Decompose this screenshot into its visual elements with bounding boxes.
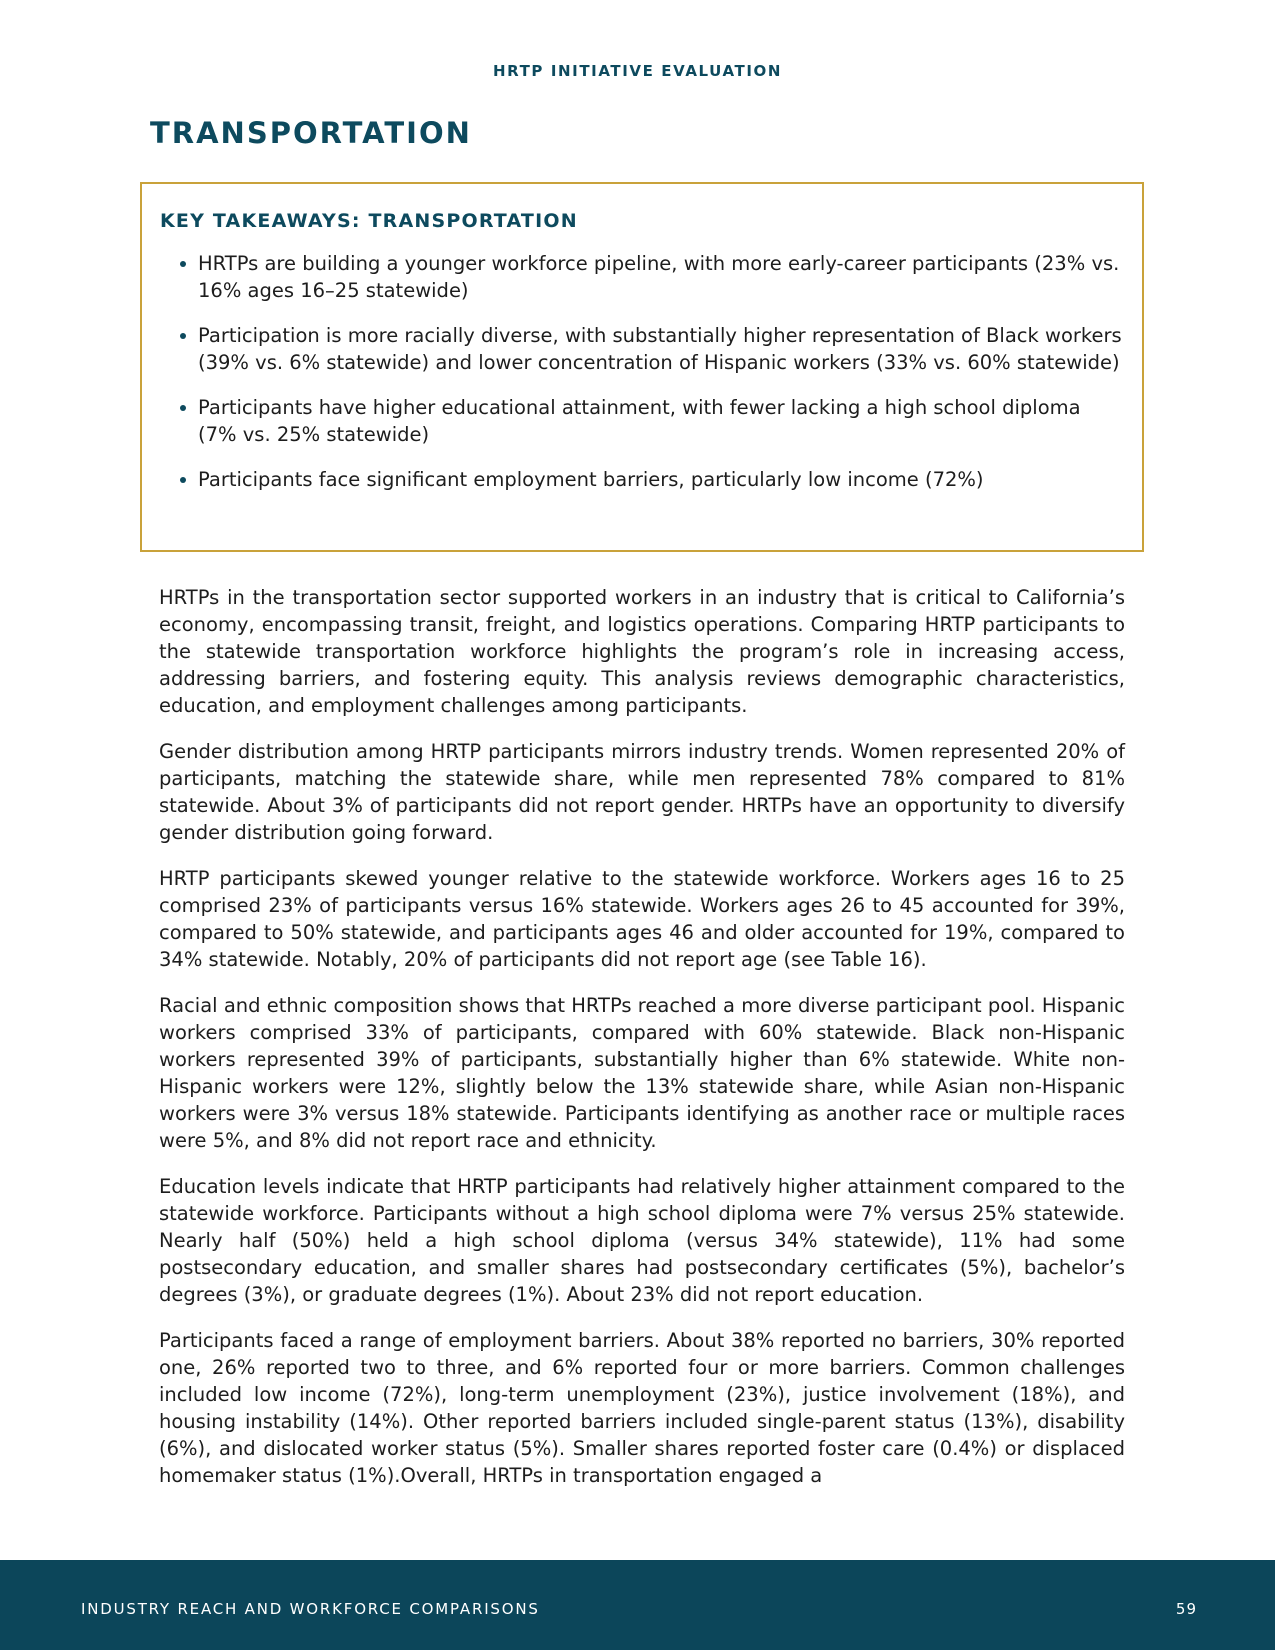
body-paragraph: Gender distribution among HRTP participants mirrors industry trends. Women represented 20% of participants, matching the statewide share, while men represented 78% compared to 81% statewide. About 3% of participants did not report gender. HRTPs have an opportunity to diversify gender distribution going forward.	[159, 740, 1125, 844]
footer-band	[0, 1560, 1275, 1650]
bullet-icon	[180, 333, 186, 339]
takeaway-item	[180, 250, 1124, 304]
body-paragraph: HRTPs in the transportation sector supported workers in an industry that is critical to California’s economy, encompassing transit, freight, and logistics operations. Comparing HRTP participants to the statewide transportation workforce highlights the program’s role in increasing access, addressing barriers, and fostering equity. This analysis reviews demographic characteristics, education, and employment challenges among participants.	[159, 586, 1125, 717]
page-number: 59	[1175, 1600, 1197, 1618]
key-takeaways-list	[160, 250, 1124, 493]
running-header: HRTP INITIATIVE EVALUATION	[492, 62, 783, 80]
takeaway-item	[180, 466, 1124, 493]
body-paragraph: HRTP participants skewed younger relative to the statewide workforce. Workers ages 16 to 25 comprised 23% of participants versus 16% statewide. Workers ages 26 to 45 accounted for 39%, compared to 50% statewide, and participants ages 46 and older accounted for 19%, compared to 34% statewide. Notably, 20% of participants did not report age (see Table 16).	[159, 867, 1125, 971]
bullet-icon	[180, 261, 186, 267]
bullet-icon	[180, 405, 186, 411]
takeaway-text: HRTPs are building a younger workforce pipeline, with more early-career participants (23% vs. 16% ages 16–25 statewide)	[198, 252, 1120, 302]
footer-section-label: INDUSTRY REACH AND WORKFORCE COMPARISONS	[81, 1600, 540, 1618]
body-paragraph: Education levels indicate that HRTP participants had relatively higher attainment compared to the statewide workforce. Participants without a high school diploma were 7% versus 25% statewide. Nearly half (50%) held a high school diploma (versus 34% statewide), 11% had some postsecondary education, and smaller shares had postsecondary certificates (5%), bachelor’s degrees (3%), or graduate degrees (1%). About 23% did not report education.	[159, 1175, 1125, 1306]
key-takeaways-heading: KEY TAKEAWAYS: TRANSPORTATION	[160, 210, 578, 232]
bullet-icon	[180, 477, 186, 483]
key-takeaways-box	[140, 182, 1144, 552]
body-paragraph: Participants faced a range of employment barriers. About 38% reported no barriers, 30% reported one, 26% reported two to three, and 6% reported four or more barriers. Common challenges included low income (72%), long-term unemployment (23%), justice involvement (18%), and housing instability (14%). Other reported barriers included single-parent status (13%), disability (6%), and dislocated worker status (5%). Smaller shares reported foster care (0.4%) or displaced homemaker status (1%).Overall, HRTPs in transportation engaged a	[159, 1329, 1125, 1487]
body-paragraph: Racial and ethnic composition shows that HRTPs reached a more diverse participant pool. Hispanic workers comprised 33% of participants, compared with 60% statewide. Black non-Hispanic workers represented 39% of participants, substantially higher than 6% statewide. White non-Hispanic workers were 12%, slightly below the 13% statewide share, while Asian non-Hispanic workers were 3% versus 18% statewide. Participants identifying as another race or multiple races were 5%, and 8% did not report race and ethnicity.	[159, 994, 1125, 1152]
takeaway-text: Participants have higher educational attainment, with fewer lacking a high school diploma (7% vs. 25% statewide)	[198, 396, 1081, 446]
section-title: TRANSPORTATION	[150, 116, 472, 150]
takeaway-text: Participation is more racially diverse, with substantially higher representation of Black workers (39% vs. 6% statewide) and lower concentration of Hispanic workers (33% vs. 60% statewide)	[198, 324, 1122, 374]
takeaway-item	[180, 394, 1124, 448]
takeaway-text: Participants face significant employment barriers, particularly low income (72%)	[198, 468, 984, 491]
takeaway-item	[180, 322, 1124, 376]
body-text	[159, 584, 1125, 1508]
